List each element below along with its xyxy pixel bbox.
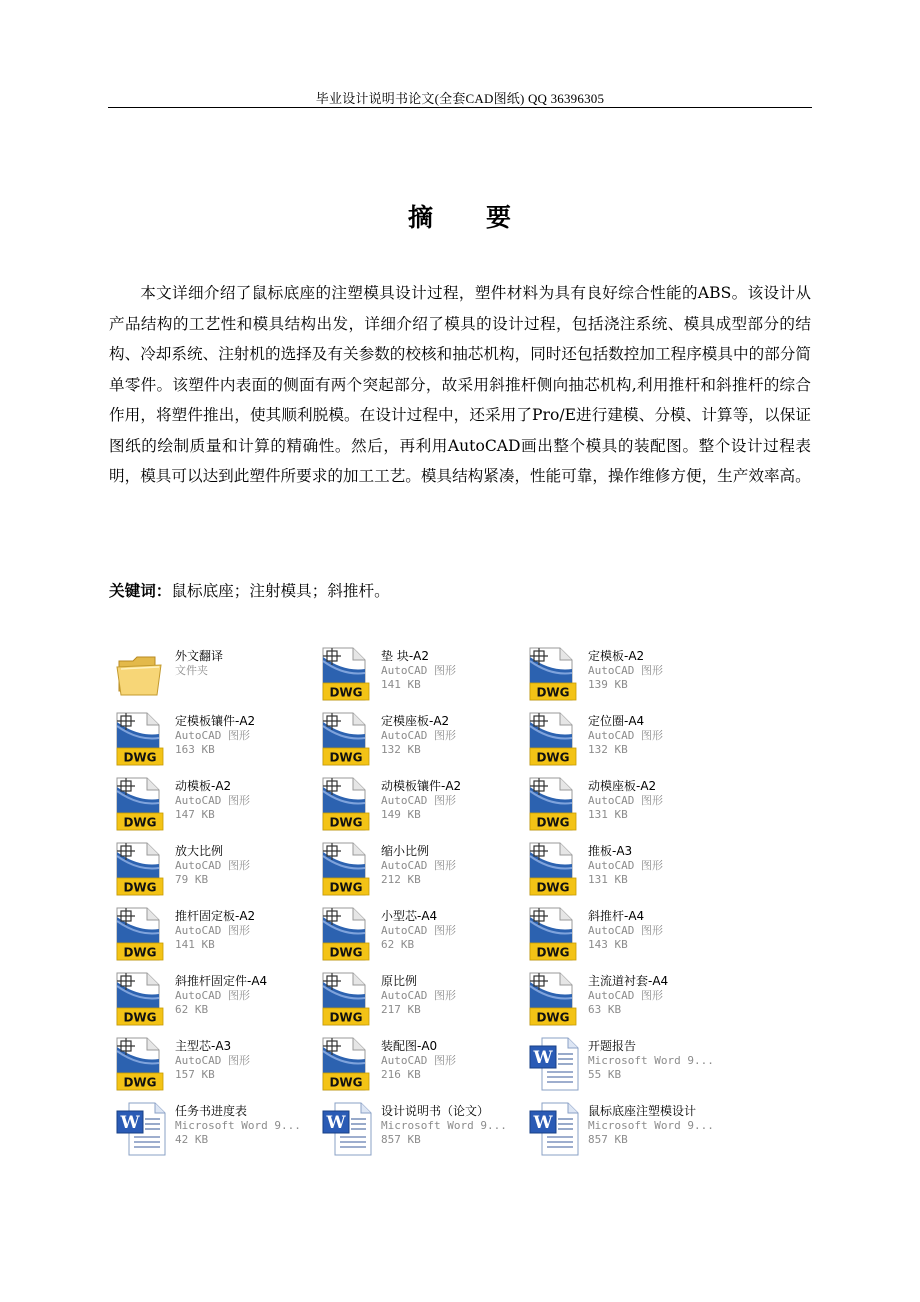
file-item[interactable]: [525, 969, 725, 1027]
dwg-label: DWG: [536, 685, 570, 700]
file-name: 小型芯-A4: [381, 909, 438, 923]
keywords-label: 关键词：: [109, 582, 172, 600]
file-size: 216 KB: [381, 1068, 421, 1081]
file-type: AutoCAD 图形: [381, 1054, 456, 1067]
file-type: AutoCAD 图形: [381, 924, 456, 937]
file-meta: [588, 1039, 728, 1082]
file-meta: [588, 779, 728, 822]
file-type: AutoCAD 图形: [175, 1054, 250, 1067]
file-size: 163 KB: [175, 743, 215, 756]
file-name: 定模板-A2: [588, 649, 645, 663]
file-name: 主流道衬套-A4: [588, 974, 669, 988]
folder-icon: [115, 647, 167, 701]
dwg-file-icon: [321, 1037, 373, 1091]
file-meta: [175, 844, 315, 887]
dwg-label: DWG: [123, 1010, 157, 1025]
file-meta: [381, 649, 521, 692]
dwg-label: DWG: [123, 945, 157, 960]
file-item[interactable]: [112, 709, 312, 767]
file-item[interactable]: [318, 839, 518, 897]
dwg-file-icon: [528, 712, 580, 766]
file-size: 55 KB: [588, 1068, 622, 1081]
file-name: 开题报告: [588, 1039, 637, 1053]
file-name: 缩小比例: [381, 844, 430, 858]
file-type: Microsoft Word 9...: [175, 1119, 301, 1132]
dwg-file-icon: [321, 842, 373, 896]
file-size: 62 KB: [175, 1003, 209, 1016]
word-label: W: [120, 1113, 140, 1133]
file-name: 推板-A3: [588, 844, 633, 858]
file-type: AutoCAD 图形: [588, 924, 663, 937]
dwg-file-icon: [115, 842, 167, 896]
page-header: 毕业设计说明书论文(全套CAD图纸) QQ 36396305: [315, 91, 605, 106]
dwg-label: DWG: [123, 880, 157, 895]
dwg-file-icon: [321, 907, 373, 961]
file-meta: [381, 1104, 521, 1147]
file-meta: [588, 974, 728, 1017]
file-item[interactable]: [318, 904, 518, 962]
file-item[interactable]: [525, 1034, 725, 1092]
file-item[interactable]: [112, 774, 312, 832]
file-item[interactable]: [525, 644, 725, 702]
word-file-icon: [115, 1102, 167, 1156]
file-type: AutoCAD 图形: [588, 729, 663, 742]
file-name: 斜推杆-A4: [588, 909, 645, 923]
keywords-text: 鼠标底座；注射模具；斜推杆。: [171, 582, 390, 600]
file-size: 42 KB: [175, 1133, 209, 1146]
dwg-label: DWG: [123, 750, 157, 765]
dwg-file-icon: [115, 907, 167, 961]
dwg-label: DWG: [536, 815, 570, 830]
file-meta: [588, 909, 728, 952]
file-type: Microsoft Word 9...: [588, 1054, 714, 1067]
file-item[interactable]: [112, 839, 312, 897]
file-item[interactable]: [112, 1034, 312, 1092]
dwg-file-icon: [321, 777, 373, 831]
dwg-file-icon: [115, 777, 167, 831]
file-size: 131 KB: [588, 873, 628, 886]
file-size: 857 KB: [588, 1133, 628, 1146]
dwg-file-icon: [528, 647, 580, 701]
file-meta: [588, 649, 728, 692]
file-item[interactable]: [525, 774, 725, 832]
title-char-2: 要: [486, 203, 513, 232]
file-type: AutoCAD 图形: [175, 859, 250, 872]
file-item[interactable]: [318, 969, 518, 1027]
file-size: 62 KB: [381, 938, 415, 951]
file-size: 143 KB: [588, 938, 628, 951]
file-size: 132 KB: [588, 743, 628, 756]
file-meta: [175, 714, 315, 757]
dwg-label: DWG: [536, 945, 570, 960]
file-item[interactable]: [318, 1099, 518, 1157]
keywords-line: [109, 579, 809, 601]
file-meta: [588, 714, 728, 757]
file-type: AutoCAD 图形: [588, 859, 663, 872]
dwg-label: DWG: [123, 815, 157, 830]
dwg-label: DWG: [536, 1010, 570, 1025]
file-type: AutoCAD 图形: [381, 794, 456, 807]
file-meta: [588, 1104, 728, 1147]
file-size: 147 KB: [175, 808, 215, 821]
file-type: AutoCAD 图形: [381, 859, 456, 872]
file-item[interactable]: [318, 1034, 518, 1092]
dwg-file-icon: [528, 842, 580, 896]
file-size: 63 KB: [588, 1003, 622, 1016]
dwg-label: DWG: [329, 750, 363, 765]
file-type: AutoCAD 图形: [175, 989, 250, 1002]
dwg-file-icon: [115, 972, 167, 1026]
folder-item[interactable]: [112, 644, 312, 702]
dwg-label: DWG: [329, 1075, 363, 1090]
abstract-title: [0, 198, 920, 234]
file-meta: [588, 844, 728, 887]
file-type: Microsoft Word 9...: [588, 1119, 714, 1132]
dwg-file-icon: [321, 647, 373, 701]
dwg-label: DWG: [329, 685, 363, 700]
file-name: 垫 块-A2: [381, 649, 429, 663]
dwg-file-icon: [115, 712, 167, 766]
file-meta: [381, 974, 521, 1017]
file-listing: [112, 640, 812, 1160]
file-name: 外文翻译: [175, 649, 224, 663]
file-name: 定模板镶件-A2: [175, 714, 256, 728]
file-meta: [175, 909, 315, 952]
file-meta: [175, 974, 315, 1017]
file-name: 设计说明书（论文）: [381, 1104, 490, 1118]
dwg-file-icon: [115, 1037, 167, 1091]
file-item[interactable]: [525, 709, 725, 767]
file-size: 141 KB: [175, 938, 215, 951]
file-name: 主型芯-A3: [175, 1039, 232, 1053]
file-item[interactable]: [318, 644, 518, 702]
word-file-icon: [528, 1102, 580, 1156]
file-item[interactable]: [525, 839, 725, 897]
dwg-file-icon: [528, 777, 580, 831]
file-type: AutoCAD 图形: [588, 664, 663, 677]
file-type: Microsoft Word 9...: [381, 1119, 507, 1132]
file-meta: [175, 1039, 315, 1082]
word-label: W: [326, 1113, 346, 1133]
file-type: AutoCAD 图形: [381, 664, 456, 677]
file-name: 任务书进度表: [175, 1104, 248, 1118]
file-name: 原比例: [381, 974, 418, 988]
dwg-label: DWG: [329, 945, 363, 960]
file-item[interactable]: [318, 774, 518, 832]
file-size: 131 KB: [588, 808, 628, 821]
title-char-1: 摘: [407, 203, 434, 232]
file-name: 放大比例: [175, 844, 224, 858]
file-name: 装配图-A0: [381, 1039, 438, 1053]
dwg-file-icon: [321, 712, 373, 766]
file-meta: [175, 649, 315, 678]
file-item[interactable]: [525, 904, 725, 962]
header-rule: [108, 107, 812, 108]
file-type: AutoCAD 图形: [588, 989, 663, 1002]
file-type: AutoCAD 图形: [175, 924, 250, 937]
file-item[interactable]: [525, 1099, 725, 1157]
file-item[interactable]: [318, 709, 518, 767]
word-label: W: [533, 1048, 553, 1068]
file-name: 动模板-A2: [175, 779, 232, 793]
file-size: 157 KB: [175, 1068, 215, 1081]
file-type: AutoCAD 图形: [175, 794, 250, 807]
file-item[interactable]: [112, 1099, 312, 1157]
file-size: 212 KB: [381, 873, 421, 886]
dwg-label: DWG: [329, 1010, 363, 1025]
file-type: AutoCAD 图形: [175, 729, 250, 742]
dwg-file-icon: [321, 972, 373, 1026]
file-size: 139 KB: [588, 678, 628, 691]
file-meta: [381, 909, 521, 952]
file-meta: [381, 714, 521, 757]
dwg-file-icon: [528, 907, 580, 961]
dwg-label: DWG: [329, 815, 363, 830]
file-item[interactable]: [112, 969, 312, 1027]
file-item[interactable]: [112, 904, 312, 962]
file-name: 推杆固定板-A2: [175, 909, 256, 923]
file-name: 动模板镶件-A2: [381, 779, 462, 793]
dwg-label: DWG: [329, 880, 363, 895]
file-type: AutoCAD 图形: [381, 989, 456, 1002]
file-size: 141 KB: [381, 678, 421, 691]
file-meta: [381, 779, 521, 822]
dwg-label: DWG: [123, 1075, 157, 1090]
file-size: 217 KB: [381, 1003, 421, 1016]
file-size: 132 KB: [381, 743, 421, 756]
file-size: 857 KB: [381, 1133, 421, 1146]
dwg-label: DWG: [536, 750, 570, 765]
file-meta: [175, 779, 315, 822]
word-file-icon: [528, 1037, 580, 1091]
file-name: 鼠标底座注塑模设计: [588, 1104, 697, 1118]
word-label: W: [533, 1113, 553, 1133]
dwg-label: DWG: [536, 880, 570, 895]
dwg-file-icon: [528, 972, 580, 1026]
file-meta: [175, 1104, 315, 1147]
file-name: 动模座板-A2: [588, 779, 657, 793]
file-name: 定位圈-A4: [588, 714, 645, 728]
file-size: 79 KB: [175, 873, 209, 886]
file-type: AutoCAD 图形: [381, 729, 456, 742]
file-type: 文件夹: [175, 664, 208, 677]
abstract-body: 本文详细介绍了鼠标底座的注塑模具设计过程，塑件材料为具有良好综合性能的ABS。该设计从产品结构的工艺性和模具结构出发，详细介绍了模具的设计过程，包括浇注系统、模具成型部分的结构、冷却系统、注射机的选择及有关参数的校核和抽芯机构，同时还包括数控加工程序模具中的部分简单零件。该塑件内表面的侧面有两个突起部分，故采用斜推杆侧向抽芯机构,利用推杆和斜推杆的综合作用，将塑件推出，使其顺利脱模。在设计过程中，还采用了Pro/E进行建模、分模、计算等，以保证图纸的绘制质量和计算的精确性。然后，再利用AutoCAD画出整个模具的装配图。整个设计过程表明，模具可以达到此塑件所要求的加工工艺。模具结构紧凑，性能可靠，操作维修方便，生产效率高。: [109, 284, 811, 485]
file-meta: [381, 1039, 521, 1082]
file-type: AutoCAD 图形: [588, 794, 663, 807]
file-meta: [381, 844, 521, 887]
file-size: 149 KB: [381, 808, 421, 821]
file-name: 定模座板-A2: [381, 714, 450, 728]
word-file-icon: [321, 1102, 373, 1156]
file-name: 斜推杆固定件-A4: [175, 974, 268, 988]
